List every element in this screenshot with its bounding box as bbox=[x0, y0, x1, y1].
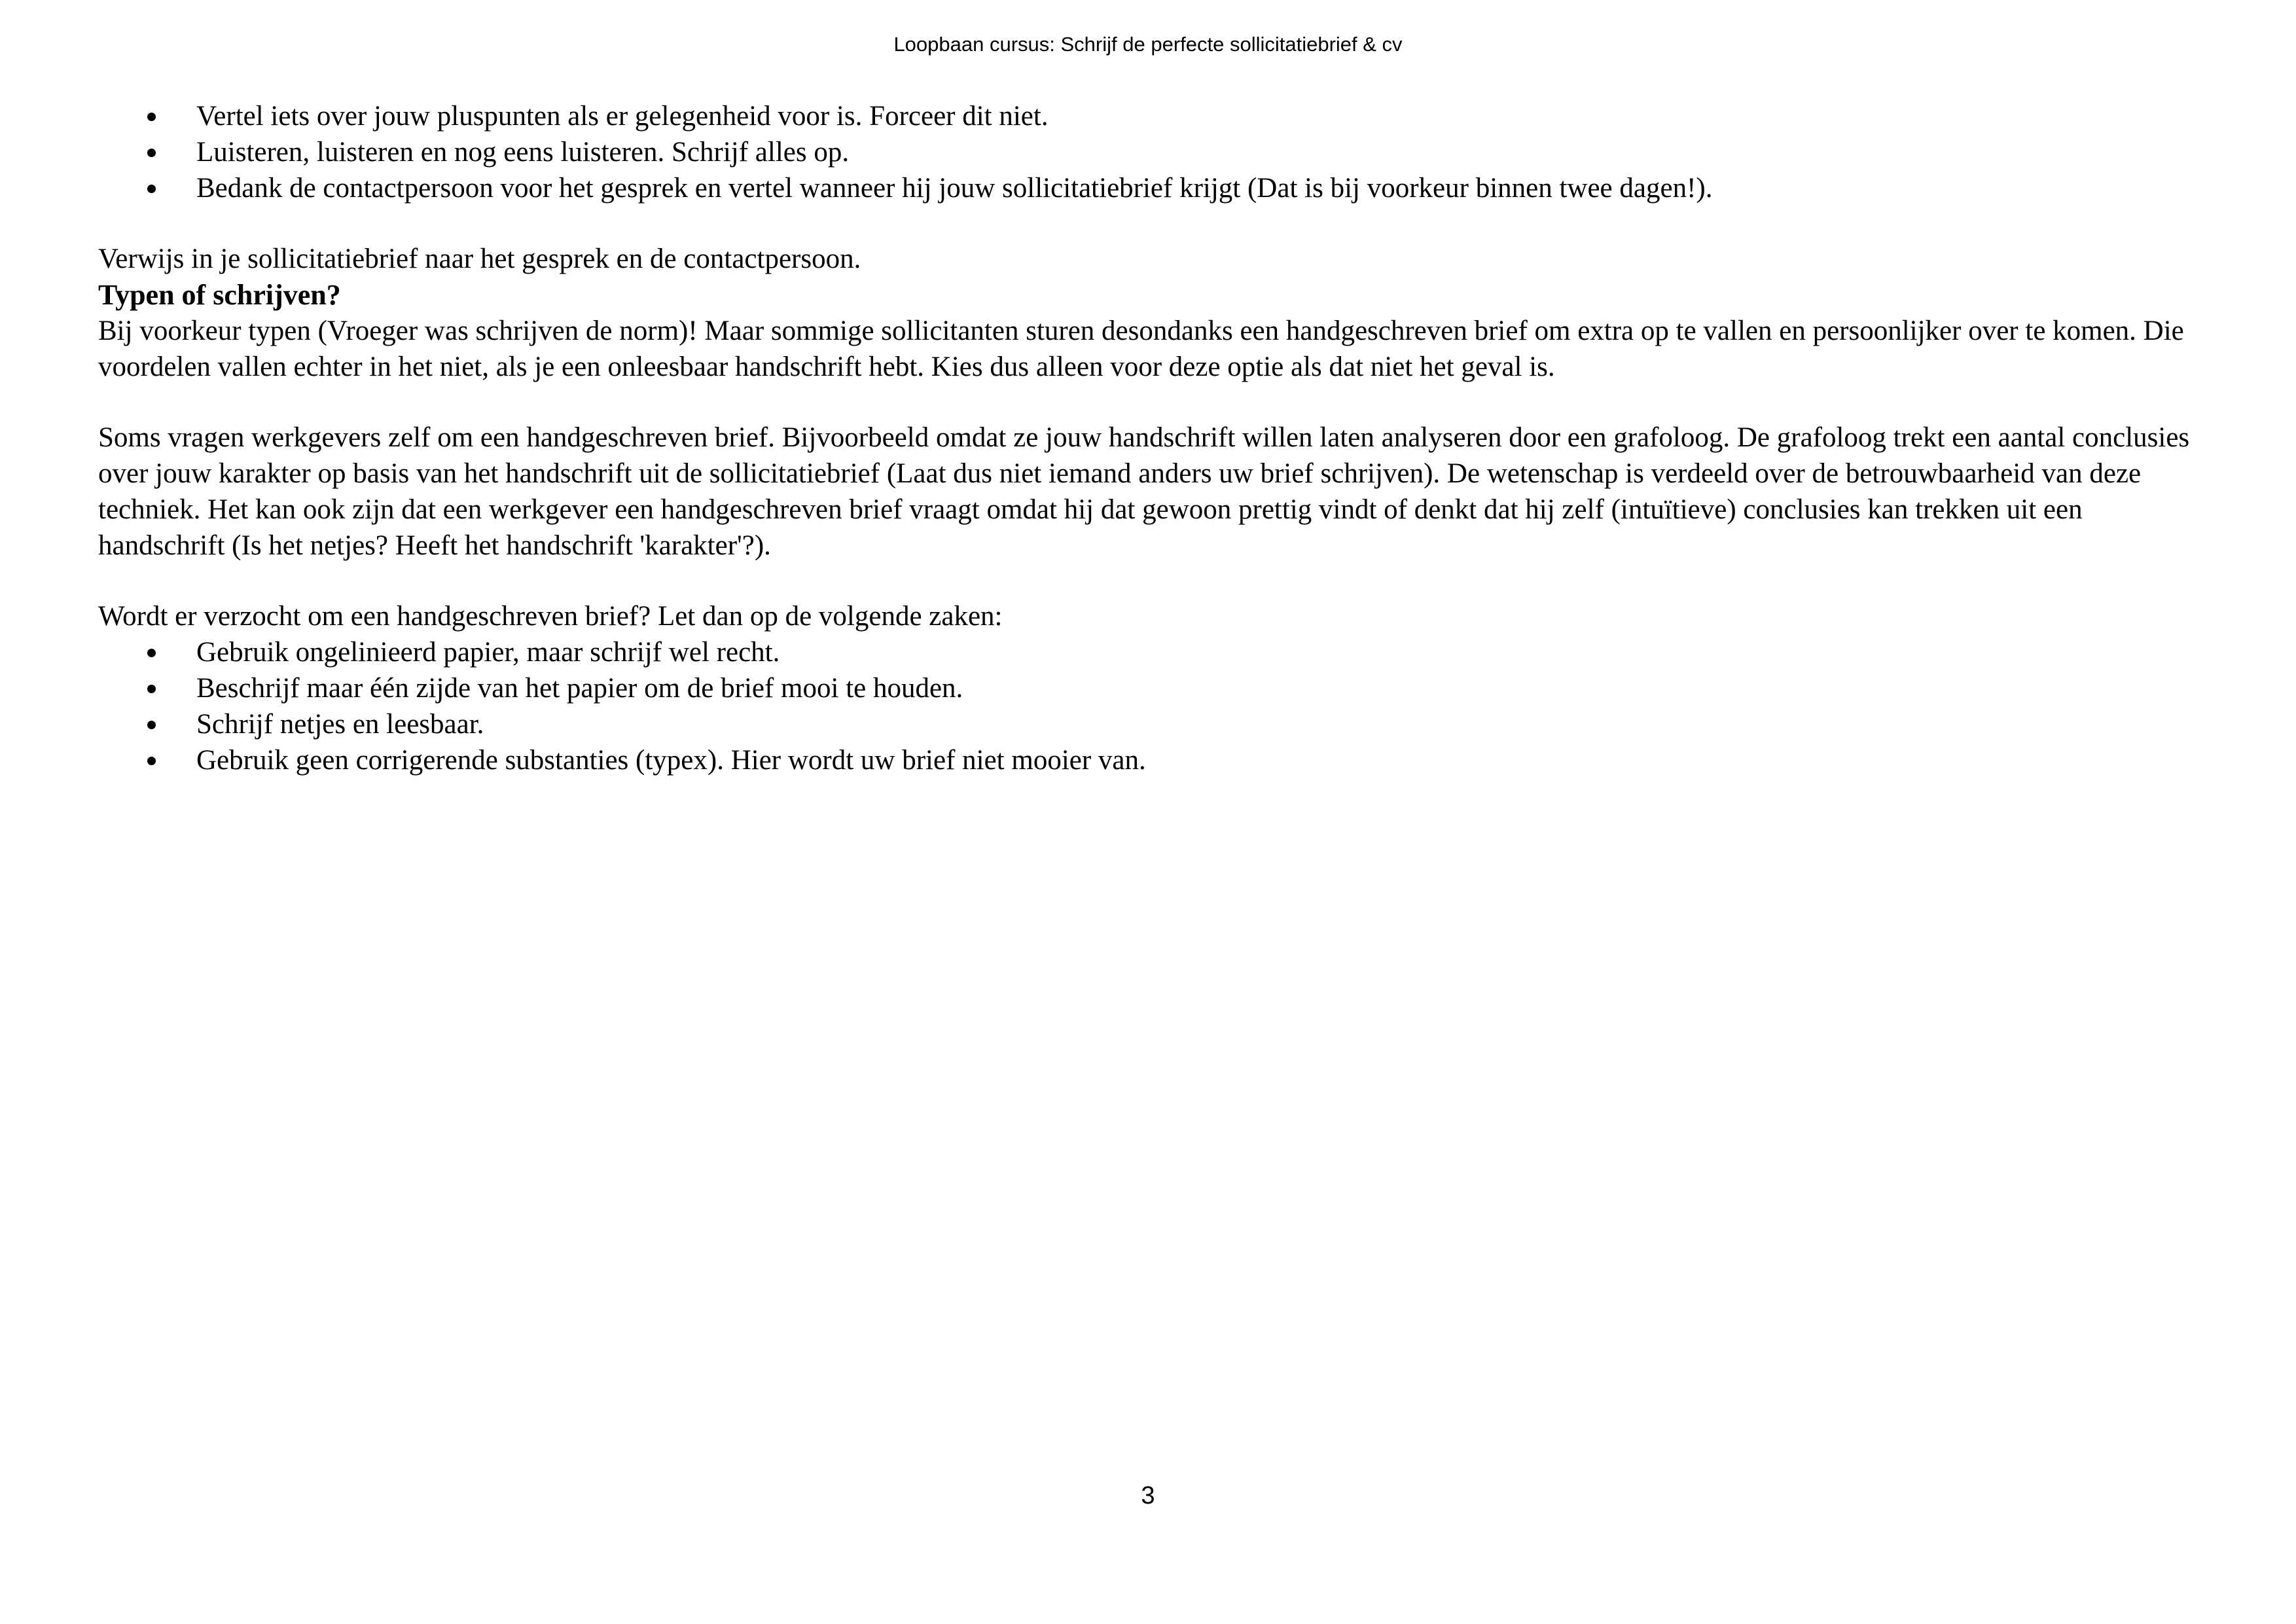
tips-list bbox=[98, 98, 2212, 206]
typing-paragraph: Bij voorkeur typen (Vroeger was schrijven de norm)! Maar sommige sollicitanten sturen desondanks een handgeschreven brief om extra op te vallen en persoonlijker over te komen. Die voordelen vallen echter in het niet, als je een onleesbaar handschrift hebt. Kies dus alleen voor deze optie als dat niet het geval is. bbox=[98, 316, 2184, 382]
list-item-text: Schrijf netjes en leesbaar. bbox=[196, 709, 484, 740]
bullet-icon bbox=[147, 185, 156, 193]
list-item-text: Vertel iets over jouw pluspunten als er gelegenheid voor is. Forceer dit niet. bbox=[196, 101, 1049, 132]
page-number: 3 bbox=[1141, 1482, 1155, 1509]
list-item bbox=[98, 706, 2212, 742]
handwritten-intro-paragraph: Wordt er verzocht om een handgeschreven brief? Let dan op de volgende zaken: bbox=[98, 601, 1003, 632]
list-item bbox=[98, 134, 2212, 170]
list-item bbox=[98, 670, 2212, 706]
list-item-text: Bedank de contactpersoon voor het gesprek en vertel wanneer hij jouw sollicitatiebrief krijgt (Dat is bij voorkeur binnen twee dagen!). bbox=[196, 173, 1713, 204]
employer-paragraph: Soms vragen werkgevers zelf om een handgeschreven brief. Bijvoorbeeld omdat ze jouw handschrift willen laten analyseren door een grafoloog. De grafoloog trekt een aantal conclusies over jouw karakter op basis van het handschrift uit de sollicitatiebrief (Laat dus niet iemand anders uw brief schrijven). De wetenschap is verdeeld over de betrouwbaarheid van deze techniek. Het kan ook zijn dat een werkgever een handgeschreven brief vraagt omdat hij dat gewoon prettig vindt of denkt dat hij zelf (intuïtieve) conclusies kan trekken uit een handschrift (Is het netjes? Heeft het handschrift 'karakter'?). bbox=[98, 422, 2190, 561]
bullet-icon bbox=[147, 649, 156, 657]
list-item-text: Luisteren, luisteren en nog eens luisteren. Schrijf alles op. bbox=[196, 137, 850, 168]
list-item-text: Gebruik ongelinieerd papier, maar schrijf wel recht. bbox=[196, 637, 780, 668]
handwriting-tips-list bbox=[98, 634, 2212, 778]
page-header: Loopbaan cursus: Schrijf de perfecte sollicitatiebrief & cv bbox=[893, 33, 1403, 56]
list-item bbox=[98, 170, 2212, 206]
bullet-icon bbox=[147, 149, 156, 157]
list-item bbox=[98, 742, 2212, 778]
list-item-text: Gebruik geen corrigerende substanties (typex). Hier wordt uw brief niet mooier van. bbox=[196, 745, 1146, 776]
reference-paragraph: Verwijs in je sollicitatiebrief naar het gesprek en de contactpersoon. bbox=[98, 244, 861, 274]
list-item bbox=[98, 634, 2212, 670]
bullet-icon bbox=[147, 757, 156, 765]
bullet-icon bbox=[147, 685, 156, 693]
bullet-icon bbox=[147, 113, 156, 121]
bullet-icon bbox=[147, 721, 156, 729]
page-content bbox=[98, 98, 2212, 778]
section-heading: Typen of schrijven? bbox=[98, 279, 341, 311]
list-item bbox=[98, 98, 2212, 134]
list-item-text: Beschrijf maar één zijde van het papier om de brief mooi te houden. bbox=[196, 673, 963, 704]
